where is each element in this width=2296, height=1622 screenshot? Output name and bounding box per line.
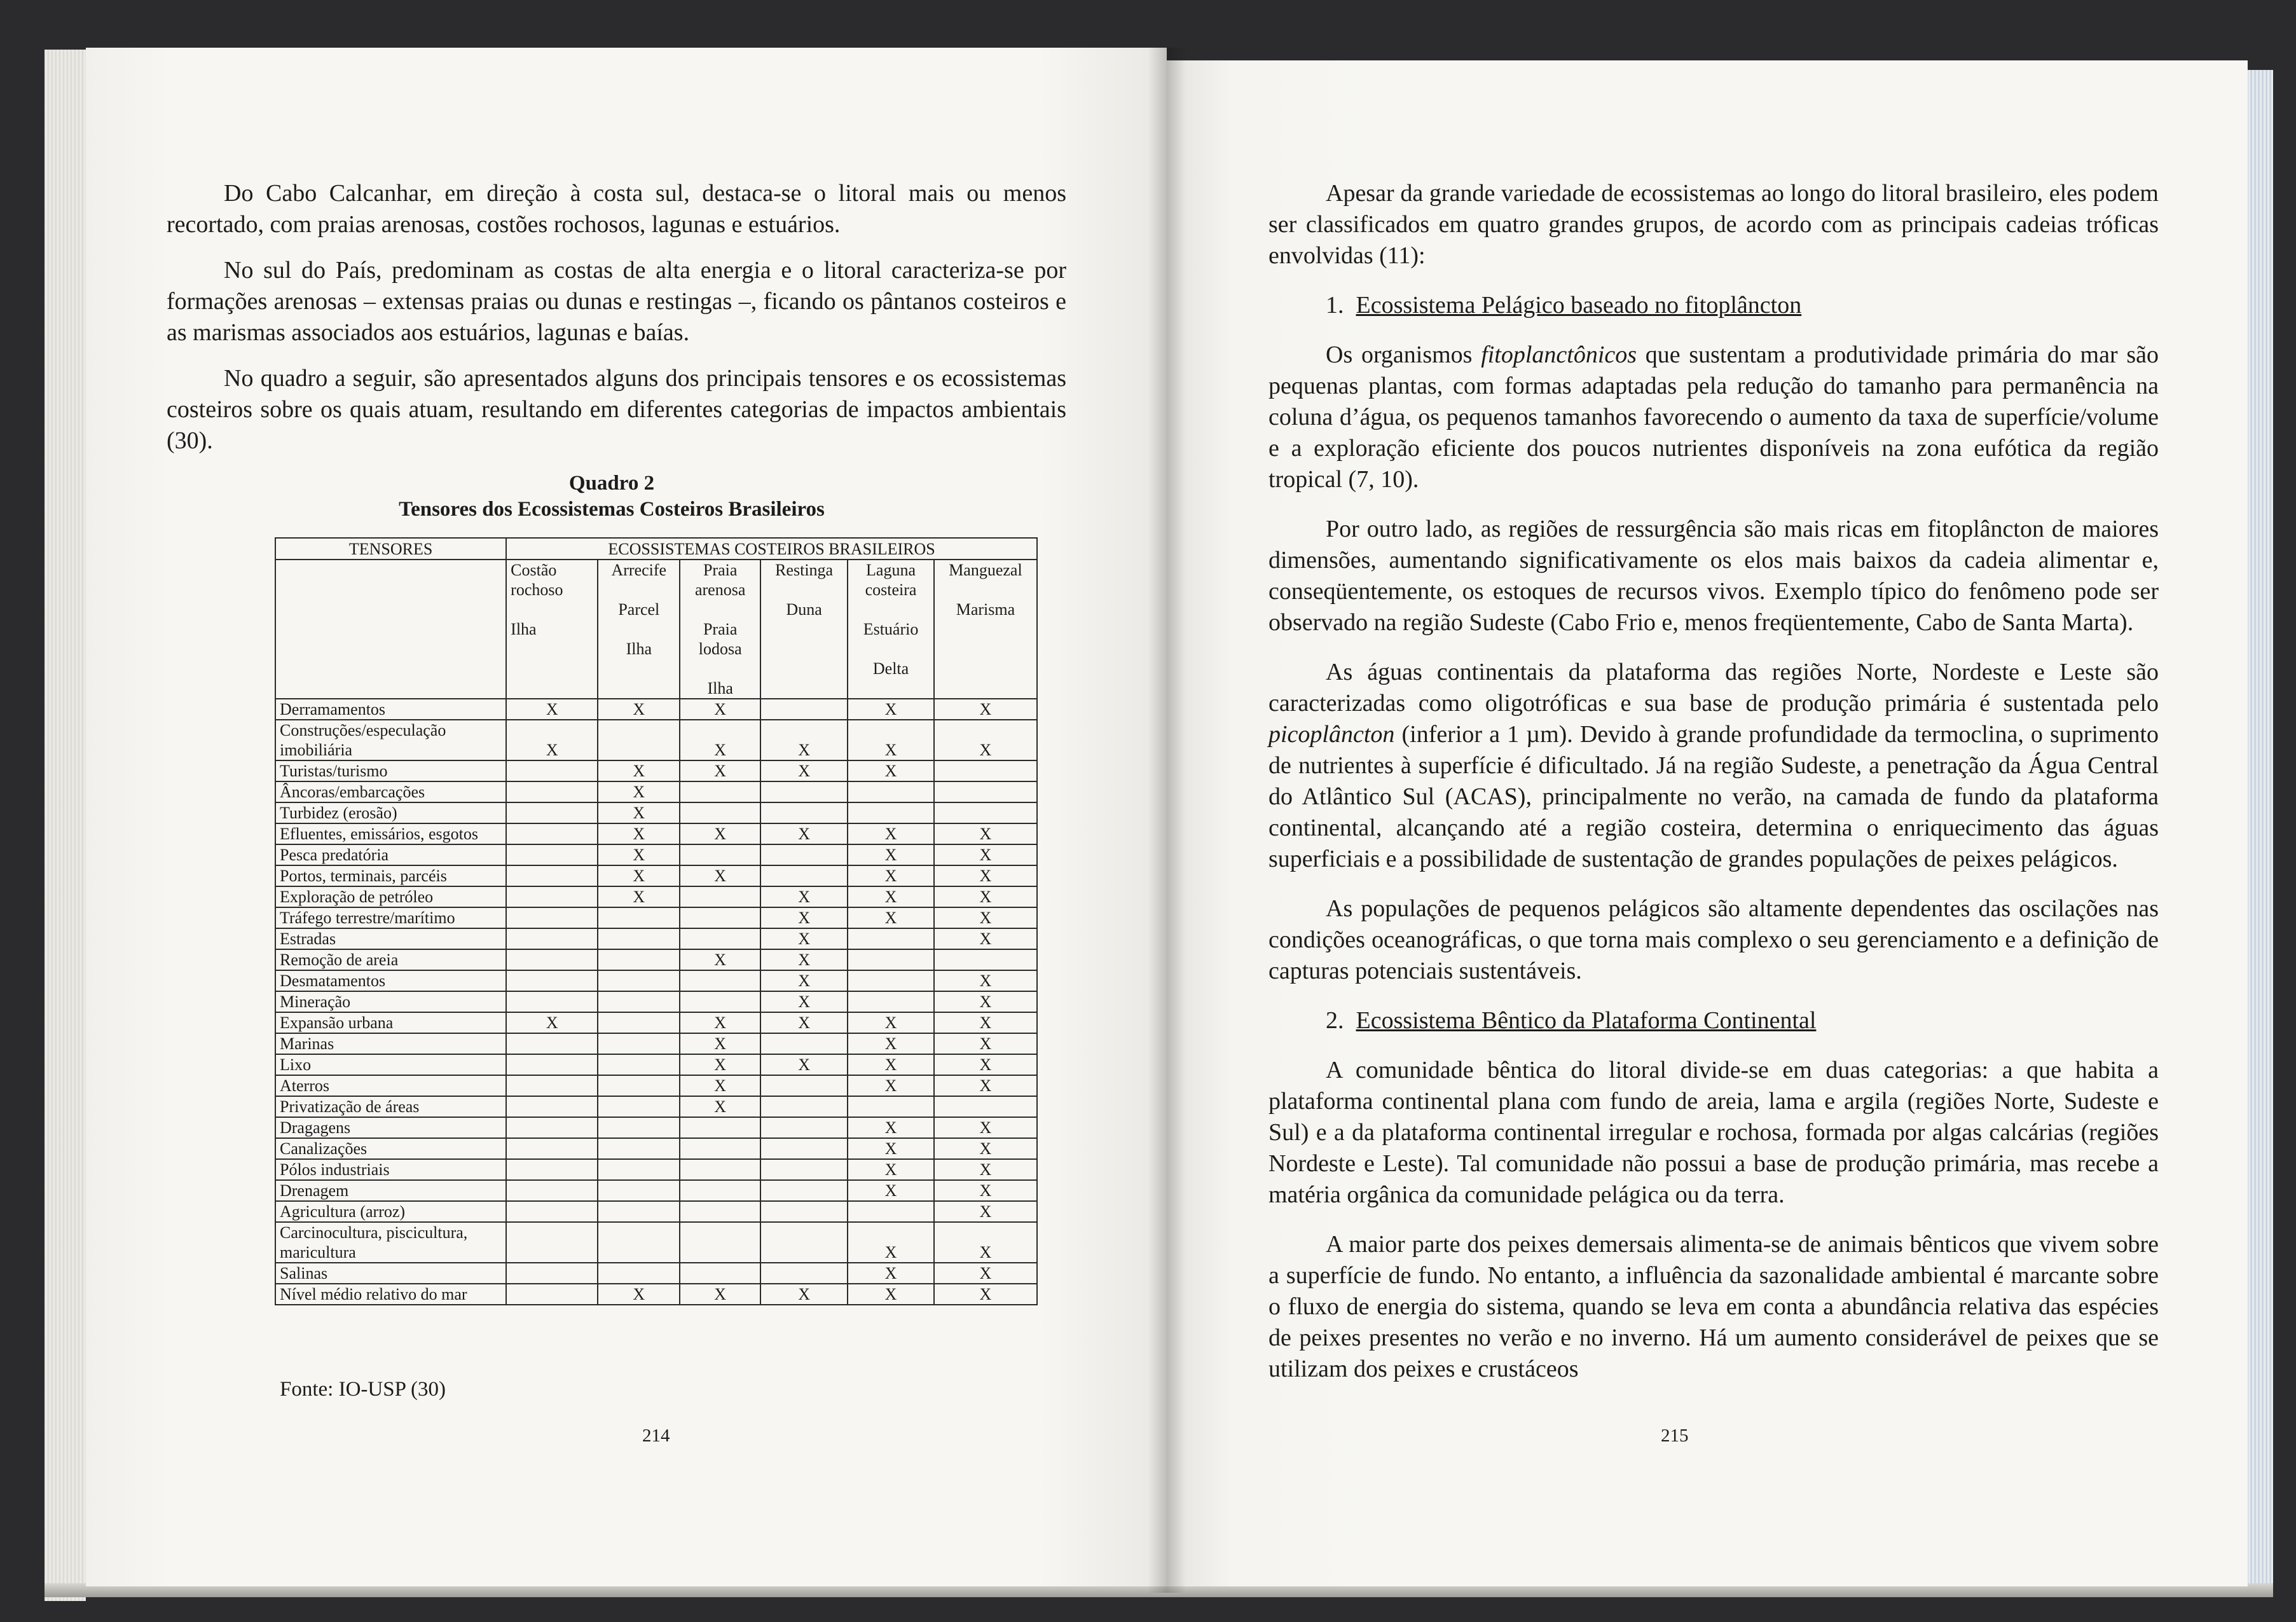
impact-mark xyxy=(506,844,598,865)
impact-mark xyxy=(598,1075,680,1096)
ecosystem-column-3 xyxy=(680,560,760,699)
p1-start: Os organismos xyxy=(1326,341,1481,368)
impact-mark xyxy=(934,760,1037,781)
tensor-name: Exploração de petróleo xyxy=(275,886,506,907)
tensor-name: Âncoras/embarcações xyxy=(275,781,506,802)
impact-mark: X xyxy=(848,1263,934,1284)
impact-mark xyxy=(506,1263,598,1284)
tensor-name: Expansão urbana xyxy=(275,1012,506,1033)
impact-mark xyxy=(680,1263,760,1284)
impact-mark: X xyxy=(598,760,680,781)
impact-mark xyxy=(506,802,598,823)
table-source: Fonte: IO-USP (30) xyxy=(280,1378,446,1401)
left-page-edges xyxy=(45,50,86,1601)
impact-mark xyxy=(848,1096,934,1117)
impact-mark: X xyxy=(848,1180,934,1201)
table-row xyxy=(275,720,1037,760)
impact-mark: X xyxy=(598,699,680,720)
impact-mark: X xyxy=(934,907,1037,928)
tensor-name: Derramamentos xyxy=(275,699,506,720)
impact-mark xyxy=(848,781,934,802)
ecosystem-column-label: Costão rochoso Ilha xyxy=(511,561,563,638)
section-title-1: Ecossistema Pelágico baseado no fitoplâncton xyxy=(1356,292,1802,319)
impact-mark: X xyxy=(760,1012,848,1033)
page-number-left: 214 xyxy=(642,1426,670,1446)
impact-mark: X xyxy=(680,949,760,970)
right-paragraph-6: A maior parte dos peixes demersais alimenta-se de animais bênticos que vivem sobre a superfície de fundo. No entanto, a influência da sazonalidade ambiental é marcante sobre o fluxo de energia do sistema, quando se leva em conta a abundância relativa das espécies de peixes presentes no verão e no inverno. Há um aumento considerável de peixes que se utilizam dos peixes e crustáceos xyxy=(1268,1231,2159,1382)
impact-mark xyxy=(598,970,680,991)
table-row xyxy=(275,802,1037,823)
impact-mark: X xyxy=(760,760,848,781)
tensor-name: Remoção de areia xyxy=(275,949,506,970)
impact-mark xyxy=(680,1201,760,1222)
ecosystem-column-label: Laguna costeira Estuário Delta xyxy=(863,561,919,678)
table-row xyxy=(275,844,1037,865)
impact-mark xyxy=(680,928,760,949)
impact-mark xyxy=(680,781,760,802)
table-row xyxy=(275,760,1037,781)
impact-mark xyxy=(506,1201,598,1222)
ecosystem-column-4 xyxy=(760,560,848,699)
section-heading-2 xyxy=(1268,1005,2159,1036)
impact-mark xyxy=(506,781,598,802)
table-row xyxy=(275,907,1037,928)
tensor-name: Tráfego terrestre/marítimo xyxy=(275,907,506,928)
tensor-name: Mineração xyxy=(275,991,506,1012)
impact-mark xyxy=(848,970,934,991)
table-row xyxy=(275,991,1037,1012)
table-row xyxy=(275,1201,1037,1222)
impact-mark xyxy=(760,1117,848,1138)
impact-mark xyxy=(760,844,848,865)
impact-mark: X xyxy=(598,1284,680,1305)
table-row xyxy=(275,1180,1037,1201)
impact-mark: X xyxy=(934,823,1037,844)
impact-mark xyxy=(506,1054,598,1075)
impact-mark xyxy=(760,1096,848,1117)
impact-mark: X xyxy=(680,1012,760,1033)
right-paragraph-1 xyxy=(1268,340,2159,495)
impact-mark xyxy=(680,1180,760,1201)
impact-mark: X xyxy=(848,865,934,886)
impact-mark xyxy=(760,865,848,886)
tensor-name: Marinas xyxy=(275,1033,506,1054)
impact-mark xyxy=(598,991,680,1012)
impact-mark xyxy=(506,970,598,991)
impact-mark xyxy=(934,781,1037,802)
table-row xyxy=(275,699,1037,720)
table-row xyxy=(275,1033,1037,1054)
impact-mark xyxy=(680,886,760,907)
right-paragraph-3 xyxy=(1268,657,2159,875)
impact-mark xyxy=(934,949,1037,970)
table-row xyxy=(275,928,1037,949)
impact-mark: X xyxy=(848,1159,934,1180)
impact-mark xyxy=(506,1117,598,1138)
tensor-name: Aterros xyxy=(275,1075,506,1096)
impact-mark: X xyxy=(680,865,760,886)
ecosystem-column-label: Praia arenosa Praia lodosa Ilha xyxy=(694,561,746,698)
impact-mark xyxy=(598,1033,680,1054)
impact-mark: X xyxy=(598,781,680,802)
impact-mark: X xyxy=(680,1033,760,1054)
table-row xyxy=(275,1263,1037,1284)
impact-mark: X xyxy=(848,720,934,760)
impact-mark: X xyxy=(934,1033,1037,1054)
impact-mark xyxy=(760,1075,848,1096)
right-paragraph-4: As populações de pequenos pelágicos são altamente dependentes das oscilações nas condições oceanográficas, o que torna mais complexo o seu gerenciamento e a definição de capturas potenciais sustentáveis. xyxy=(1268,895,2159,984)
impact-mark: X xyxy=(934,1138,1037,1159)
table-row xyxy=(275,1284,1037,1305)
tensor-name: Pólos industriais xyxy=(275,1159,506,1180)
impact-mark: X xyxy=(760,991,848,1012)
impact-mark: X xyxy=(760,928,848,949)
tensor-name: Nível médio relativo do mar xyxy=(275,1284,506,1305)
impact-mark xyxy=(506,907,598,928)
impact-mark xyxy=(506,1180,598,1201)
table-row xyxy=(275,1012,1037,1033)
impact-mark: X xyxy=(848,1222,934,1263)
section-title-2: Ecossistema Bêntico da Plataforma Continental xyxy=(1356,1007,1817,1034)
table-row xyxy=(275,1096,1037,1117)
impact-mark: X xyxy=(848,1284,934,1305)
impact-mark: X xyxy=(760,886,848,907)
left-page-body xyxy=(167,178,1066,471)
tensor-name: Desmatamentos xyxy=(275,970,506,991)
impact-mark: X xyxy=(598,886,680,907)
p1-italic-term: fitoplanctônicos xyxy=(1481,341,1637,368)
impact-mark: X xyxy=(934,1284,1037,1305)
tensor-name: Turbidez (erosão) xyxy=(275,802,506,823)
impact-mark: X xyxy=(598,823,680,844)
impact-mark xyxy=(598,1138,680,1159)
ecosystem-column-5 xyxy=(848,560,934,699)
tensor-name: Lixo xyxy=(275,1054,506,1075)
impact-mark xyxy=(934,802,1037,823)
impact-mark: X xyxy=(934,720,1037,760)
header-tensores: TENSORES xyxy=(275,538,506,560)
impact-mark: X xyxy=(848,823,934,844)
impact-mark: X xyxy=(934,865,1037,886)
impact-mark: X xyxy=(934,1201,1037,1222)
impact-mark xyxy=(506,1075,598,1096)
impact-mark: X xyxy=(934,886,1037,907)
impact-mark xyxy=(598,1054,680,1075)
impact-mark: X xyxy=(848,760,934,781)
impact-mark xyxy=(848,1201,934,1222)
impact-mark: X xyxy=(934,1012,1037,1033)
impact-mark xyxy=(680,802,760,823)
impact-mark: X xyxy=(760,970,848,991)
section-heading-1 xyxy=(1268,290,2159,321)
ecosystem-column-6 xyxy=(934,560,1037,699)
impact-mark xyxy=(506,865,598,886)
impact-mark: X xyxy=(506,1012,598,1033)
impact-mark: X xyxy=(680,720,760,760)
impact-mark xyxy=(760,699,848,720)
right-page-body xyxy=(1268,178,2159,1403)
impact-mark: X xyxy=(934,699,1037,720)
impact-mark xyxy=(598,928,680,949)
p3-start: As águas continentais da plataforma das regiões Norte, Nordeste e Leste são caracterizadas como oligotróficas e sua base de produção primária é sustentada pelo xyxy=(1268,659,2159,717)
impact-mark xyxy=(680,844,760,865)
impact-mark xyxy=(848,802,934,823)
ecosystem-column-2 xyxy=(598,560,680,699)
impact-mark xyxy=(598,1222,680,1263)
impact-mark: X xyxy=(680,1054,760,1075)
page-number-right: 215 xyxy=(1661,1426,1689,1446)
impact-mark: X xyxy=(848,1117,934,1138)
impact-mark: X xyxy=(506,720,598,760)
impact-mark xyxy=(506,760,598,781)
impact-mark xyxy=(760,1222,848,1263)
impact-mark: X xyxy=(934,1159,1037,1180)
right-intro: Apesar da grande variedade de ecossistemas ao longo do litoral brasileiro, eles podem ser classificados em quatro grandes grupos, de acordo com as principais cadeias tróficas envolvidas (11): xyxy=(1268,180,2159,269)
impact-mark xyxy=(506,928,598,949)
tensor-name: Drenagem xyxy=(275,1180,506,1201)
impact-mark: X xyxy=(680,823,760,844)
tensor-name: Estradas xyxy=(275,928,506,949)
impact-mark xyxy=(506,1033,598,1054)
impact-mark: X xyxy=(680,1284,760,1305)
impact-mark xyxy=(680,1159,760,1180)
impact-mark xyxy=(506,1222,598,1263)
table-row xyxy=(275,823,1037,844)
tensor-name: Construções/especulação imobiliária xyxy=(275,720,506,760)
ecosystem-column-1 xyxy=(506,560,598,699)
impact-mark: X xyxy=(680,760,760,781)
impact-mark xyxy=(598,949,680,970)
impact-mark: X xyxy=(598,802,680,823)
table-row xyxy=(275,949,1037,970)
right-paragraph-2: Por outro lado, as regiões de ressurgência são mais ricas em fitoplâncton de maiores dimensões, aumentando significativamente os elos mais baixos da cadeia alimentar e, conseqüentemente, os estoques de recursos vivos. Exemplo típico do fenômeno pode ser observado na região Sudeste (Cabo Frio e, menos freqüentemente, Cabo de Santa Marta). xyxy=(1268,516,2159,636)
impact-mark xyxy=(760,781,848,802)
tensor-name: Canalizações xyxy=(275,1138,506,1159)
right-paragraph-5: A comunidade bêntica do litoral divide-se em duas categorias: a que habita a plataforma continental plana com fundo de areia, lama e argila (regiões Norte, Sudeste e Sul) e a da plataforma continental irregular e rochosa, formada por algas calcárias (regiões Nordeste e Leste). Tal comunidade não possui a base de produção primária, mas recebe a matéria orgânica da comunidade pelágica ou da terra. xyxy=(1268,1057,2159,1208)
impact-mark: X xyxy=(760,949,848,970)
tensores-table xyxy=(275,537,1038,1305)
tensores-label-spacer xyxy=(275,560,506,699)
impact-mark xyxy=(506,1159,598,1180)
impact-mark: X xyxy=(848,1138,934,1159)
table-row xyxy=(275,1159,1037,1180)
impact-mark xyxy=(598,1180,680,1201)
impact-mark xyxy=(506,823,598,844)
tensor-name: Portos, terminais, parcéis xyxy=(275,865,506,886)
table-row xyxy=(275,970,1037,991)
impact-mark xyxy=(506,1138,598,1159)
impact-mark xyxy=(760,1159,848,1180)
impact-mark: X xyxy=(598,865,680,886)
impact-mark xyxy=(760,1263,848,1284)
tensor-name: Efluentes, emissários, esgotos xyxy=(275,823,506,844)
impact-mark: X xyxy=(848,1012,934,1033)
impact-mark: X xyxy=(760,1284,848,1305)
left-paragraph-1: Do Cabo Calcanhar, em direção à costa sul, destaca-se o litoral mais ou menos recortado, com praias arenosas, costões rochosos, lagunas e estuários. xyxy=(167,180,1066,238)
quadro-subtitle: Tensores dos Ecossistemas Costeiros Brasileiros xyxy=(399,498,825,521)
impact-mark xyxy=(680,991,760,1012)
impact-mark xyxy=(934,1096,1037,1117)
impact-mark xyxy=(598,1201,680,1222)
left-paragraph-3: No quadro a seguir, são apresentados alguns dos principais tensores e os ecossistemas costeiros sobre os quais atuam, resultando em diferentes categorias de impactos ambientais (30). xyxy=(167,365,1066,454)
impact-mark: X xyxy=(934,1054,1037,1075)
impact-mark xyxy=(598,1263,680,1284)
tensor-name: Salinas xyxy=(275,1263,506,1284)
tensor-name: Carcinocultura, piscicultura, maricultura xyxy=(275,1222,506,1263)
section-number-1: 1. xyxy=(1326,292,1344,319)
impact-mark: X xyxy=(680,1096,760,1117)
impact-mark xyxy=(848,949,934,970)
impact-mark: X xyxy=(848,886,934,907)
tensor-name: Dragagens xyxy=(275,1117,506,1138)
impact-mark: X xyxy=(760,1054,848,1075)
ecosystem-column-label: Restinga Duna xyxy=(775,561,834,619)
impact-mark xyxy=(760,802,848,823)
table-row xyxy=(275,865,1037,886)
impact-mark: X xyxy=(934,928,1037,949)
impact-mark xyxy=(760,1180,848,1201)
impact-mark: X xyxy=(934,1180,1037,1201)
impact-mark xyxy=(848,928,934,949)
impact-mark xyxy=(680,907,760,928)
impact-mark: X xyxy=(934,991,1037,1012)
tensor-name: Privatização de áreas xyxy=(275,1096,506,1117)
impact-mark: X xyxy=(848,844,934,865)
impact-mark: X xyxy=(934,1222,1037,1263)
table-row xyxy=(275,781,1037,802)
right-page-edges xyxy=(2248,70,2273,1590)
impact-mark: X xyxy=(848,907,934,928)
impact-mark: X xyxy=(506,699,598,720)
impact-mark: X xyxy=(598,844,680,865)
book-gutter xyxy=(1148,48,1186,1593)
p1-end: que sustentam a produtividade primária do mar são pequenas plantas, com formas adaptadas pela redução do tamanho para permanência na coluna d’água, os pequenos tamanhos favorecendo o aumento da taxa de superfície/volume e a exploração eficiente dos poucos nutrientes disponíveis na zona eufótica da região tropical (7, 10). xyxy=(1268,341,2159,493)
ecosystem-column-label: Arrecife Parcel Ilha xyxy=(611,561,667,658)
table-row xyxy=(275,1075,1037,1096)
impact-mark: X xyxy=(848,699,934,720)
impact-mark xyxy=(506,1096,598,1117)
impact-mark xyxy=(848,991,934,1012)
impact-mark: X xyxy=(760,907,848,928)
p3-italic-term: picoplâncton xyxy=(1268,721,1395,748)
tensor-name: Turistas/turismo xyxy=(275,760,506,781)
impact-mark: X xyxy=(760,823,848,844)
impact-mark: X xyxy=(934,1263,1037,1284)
impact-mark xyxy=(506,991,598,1012)
table-row xyxy=(275,1222,1037,1263)
impact-mark xyxy=(598,1159,680,1180)
impact-mark xyxy=(680,1117,760,1138)
impact-mark xyxy=(598,720,680,760)
table-row xyxy=(275,1117,1037,1138)
impact-mark: X xyxy=(680,1075,760,1096)
tensor-name: Pesca predatória xyxy=(275,844,506,865)
impact-mark xyxy=(680,1222,760,1263)
impact-mark xyxy=(760,1033,848,1054)
impact-mark: X xyxy=(934,844,1037,865)
impact-mark xyxy=(598,1117,680,1138)
impact-mark: X xyxy=(848,1033,934,1054)
impact-mark xyxy=(680,1138,760,1159)
quadro-caption xyxy=(167,471,1057,523)
impact-mark: X xyxy=(934,970,1037,991)
quadro-title: Quadro 2 xyxy=(568,472,655,495)
impact-mark xyxy=(598,907,680,928)
table-row xyxy=(275,886,1037,907)
impact-mark xyxy=(598,1096,680,1117)
left-paragraph-2: No sul do País, predominam as costas de alta energia e o litoral caracteriza-se por formações arenosas – extensas praias ou dunas e restingas –, ficando os pântanos costeiros e as marismas associados aos estuários, lagunas e baías. xyxy=(167,257,1066,346)
impact-mark: X xyxy=(848,1075,934,1096)
impact-mark xyxy=(506,886,598,907)
impact-mark xyxy=(506,949,598,970)
impact-mark xyxy=(680,970,760,991)
impact-mark: X xyxy=(760,720,848,760)
table-row xyxy=(275,1054,1037,1075)
table-row xyxy=(275,1138,1037,1159)
header-ecossistemas: ECOSSISTEMAS COSTEIROS BRASILEIROS xyxy=(506,538,1037,560)
tensor-name: Agricultura (arroz) xyxy=(275,1201,506,1222)
impact-mark: X xyxy=(680,699,760,720)
p3-end: (inferior a 1 µm). Devido à grande profundidade da termoclina, o suprimento de nutrientes à superfície é dificultado. Já na região Sudeste, a penetração da Água Central do Atlântico Sul (ACAS), principalmente no verão, na camada de fundo da plataforma continental, alcançando até a região costeira, determina o enriquecimento das águas superficiais e a possibilidade de sustentação de grandes populações de peixes pelágicos. xyxy=(1268,721,2159,872)
impact-mark: X xyxy=(934,1117,1037,1138)
impact-mark: X xyxy=(934,1075,1037,1096)
impact-mark xyxy=(760,1138,848,1159)
impact-mark xyxy=(506,1284,598,1305)
ecosystem-column-label: Manguezal Marisma xyxy=(949,561,1022,619)
impact-mark xyxy=(760,1201,848,1222)
impact-mark xyxy=(598,1012,680,1033)
impact-mark: X xyxy=(848,1054,934,1075)
section-number-2: 2. xyxy=(1326,1007,1344,1034)
